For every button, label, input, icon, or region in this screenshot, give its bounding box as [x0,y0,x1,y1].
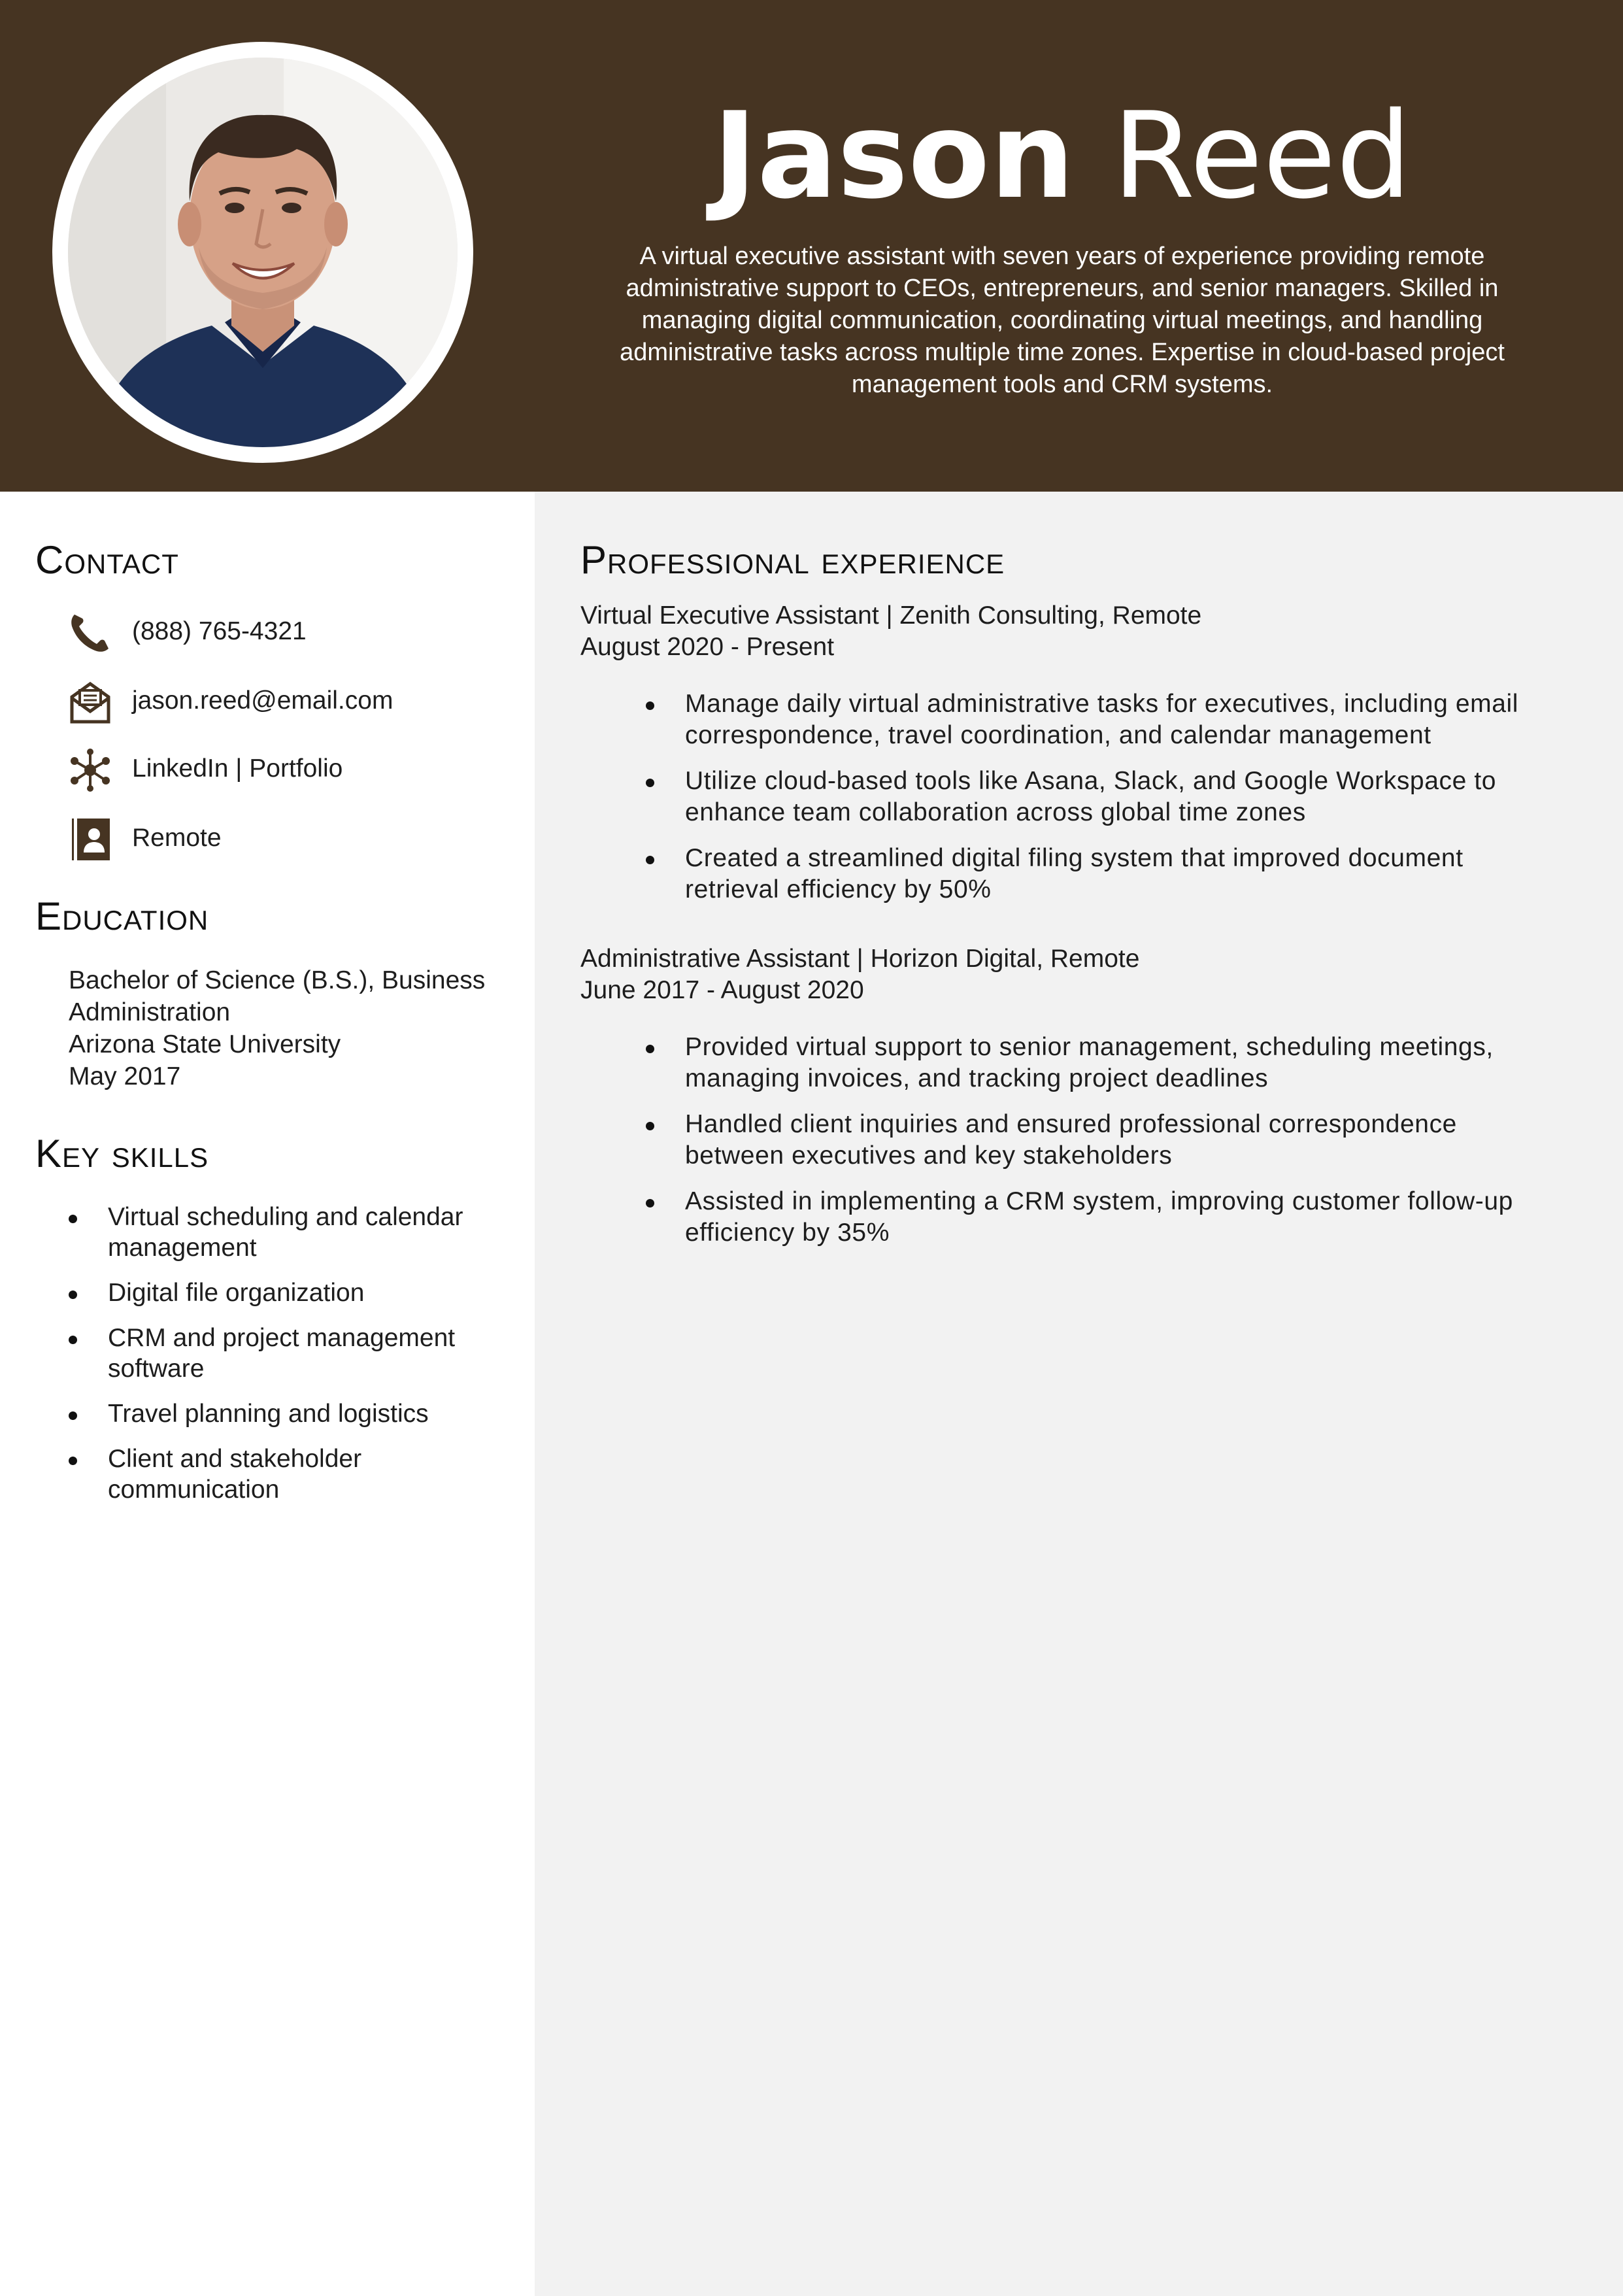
skills-heading: Key skills [35,1132,209,1175]
education-block [69,964,520,1092]
job-bullet: Handled client inquiries and ensured professional correspondence between executives and key stakeholders [646,1109,1561,1172]
last-name: Reed [1112,86,1412,225]
job-2-title: Administrative Assistant | Horizon Digital, Remote [580,945,1140,973]
network-icon [65,745,115,795]
first-name: Jason [712,86,1075,225]
contact-email [65,677,510,730]
candidate-name [588,86,1536,225]
education-date: May 2017 [69,1062,181,1090]
job-bullet: Provided virtual support to senior management, scheduling meetings, managing invoices, and tracking project deadlines [646,1032,1561,1094]
summary-text: A virtual executive assistant with seven years of experience providing remote administrative support to CEOs, entrepreneurs, and senior managers. Skilled in managing digital communication, coordinating virtual meetings, and handling administrative tasks across multiple time zones. Expertise in cloud-based project management tools and CRM systems. [620,243,1505,398]
profile-photo-frame [52,42,473,463]
id-card-icon [65,815,115,864]
contact-location [65,815,510,867]
education-school: Arizona State University [69,1030,341,1058]
job-bullet: Assisted in implementing a CRM system, improving customer follow-up efficiency by 35% [646,1186,1561,1249]
header-banner [0,0,1623,492]
email-text: jason.reed@email.com [132,686,393,715]
experience-heading: Professional experience [580,538,1005,582]
contact-heading: Contact [35,538,179,582]
skill-item: Client and stakeholder communication [69,1443,520,1505]
job-bullet: Created a streamlined digital filing system that improved document retrieval efficiency by 50% [646,843,1561,905]
job-2-bullets [646,1032,1561,1263]
job-1-dates: August 2020 - Present [580,633,835,661]
profile-photo [68,58,458,447]
envelope-icon [65,677,115,727]
skill-item: CRM and project management software [69,1323,520,1384]
skill-item: Travel planning and logistics [69,1398,520,1429]
job-1-bullets [646,688,1561,920]
education-heading: Education [35,894,209,938]
skill-item: Virtual scheduling and calendar management [69,1202,520,1263]
education-degree: Bachelor of Science (B.S.), Business Administration [69,966,486,1026]
phone-text: (888) 765-4321 [132,617,307,645]
links-text: LinkedIn | Portfolio [132,754,343,783]
skill-item: Digital file organization [69,1277,520,1308]
location-text: Remote [132,824,222,852]
job-bullet: Utilize cloud-based tools like Asana, Slack, and Google Workspace to enhance team collaboration across global time zones [646,766,1561,828]
job-2-dates: June 2017 - August 2020 [580,976,864,1004]
phone-icon [65,608,115,658]
contact-phone [65,608,510,660]
skills-list [69,1202,520,1519]
job-1-title: Virtual Executive Assistant | Zenith Consulting, Remote [580,601,1202,630]
contact-links [65,745,510,798]
job-bullet: Manage daily virtual administrative tasks for executives, including email correspondence, travel coordination, and calendar management [646,688,1561,751]
